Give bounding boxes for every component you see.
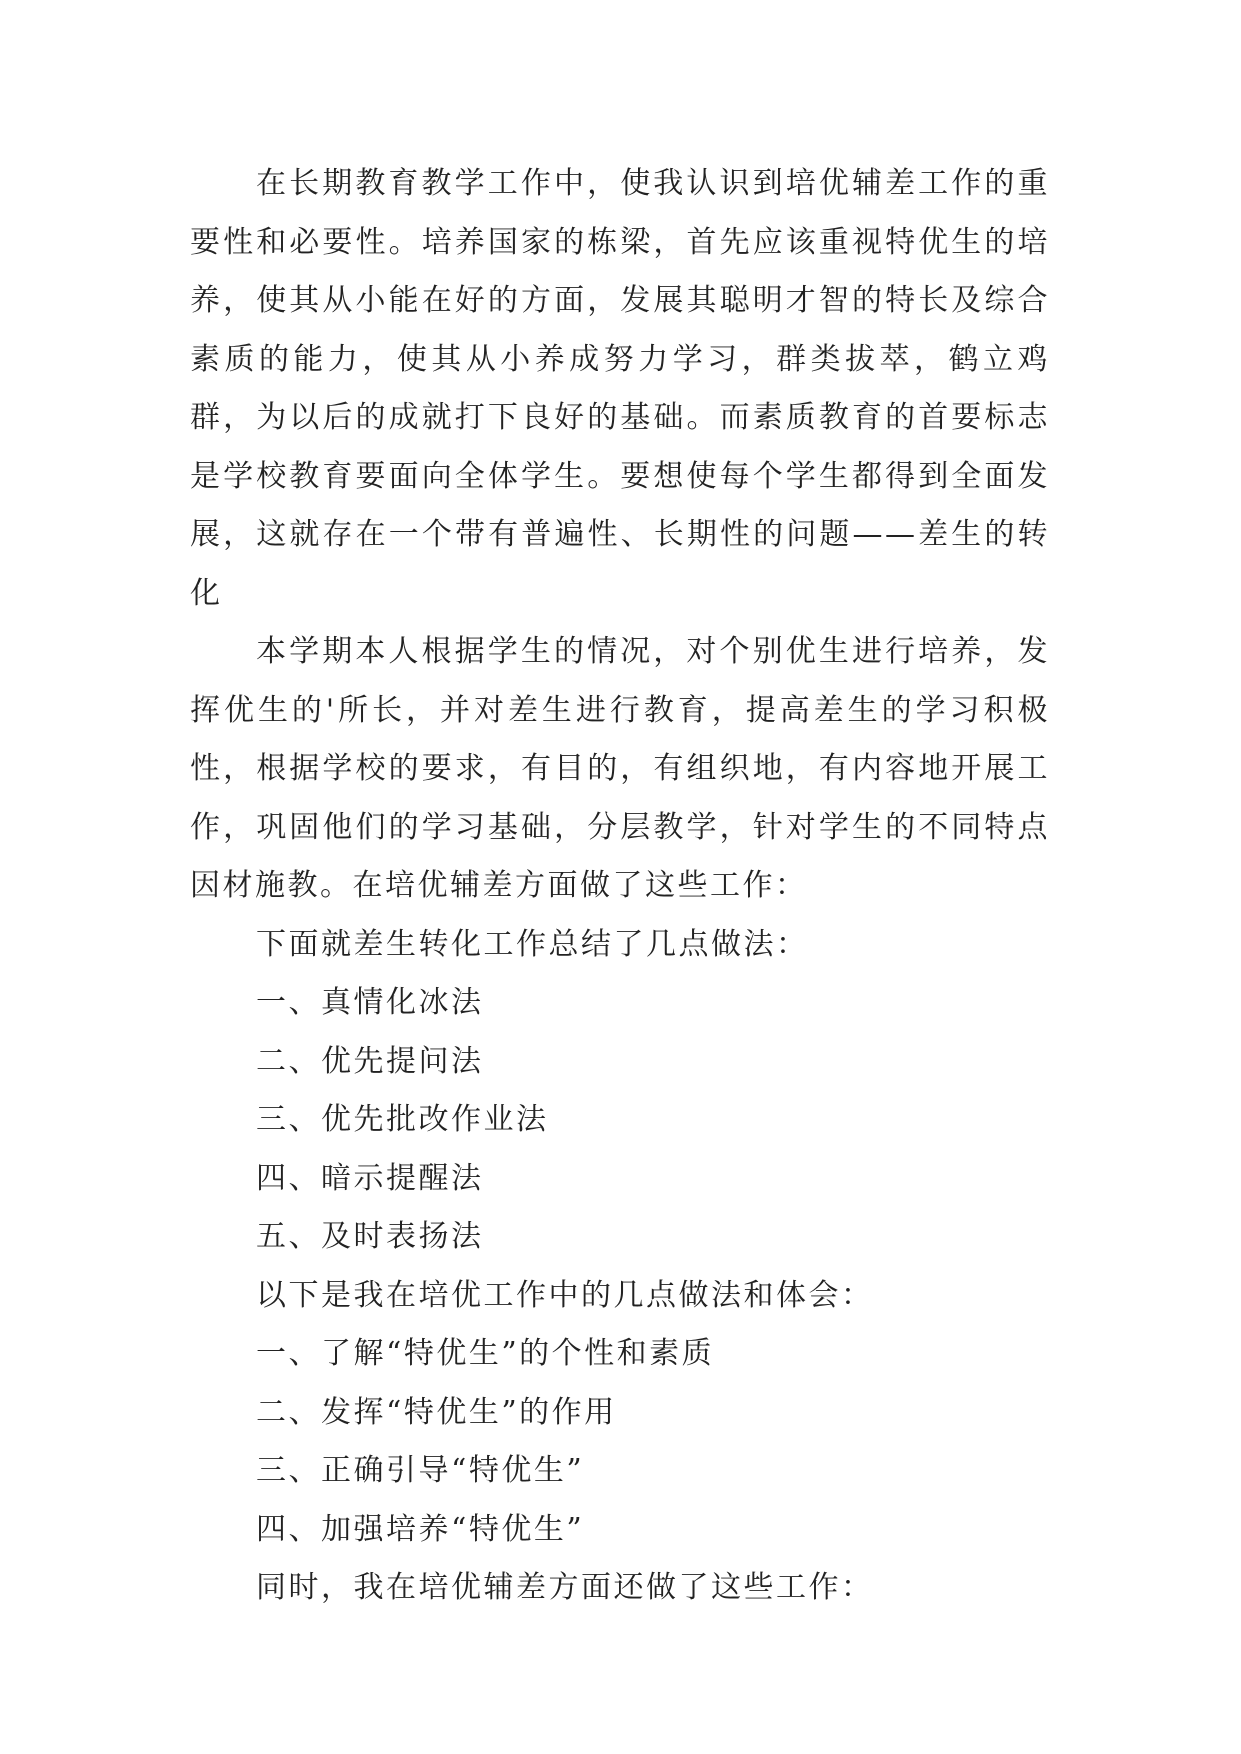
method-item: 一、真情化冰法 [256,985,484,1020]
experience-item: 一、了解“特优生”的个性和素质 [256,1336,715,1371]
experience-intro: 以下是我在培优工作中的几点做法和体会： [256,1277,874,1313]
method-item: 三、优先批改作业法 [256,1102,549,1137]
paragraph-semester: 本学期本人根据学生的情况，对个别优生进行培养，发挥优生的'所长，并对差生进行教育，提高差生的学习积极性，根据学校的要求，有目的，有组织地，有内容地开展工作，巩固他们的学习基础，分层教学，针对学生的不同特点因材施教。在培优辅差方面做了这些工作： [190,634,1050,903]
experience-item: 三、正确引导“特优生” [256,1453,585,1488]
document-body [190,155,1050,1618]
paragraph-intro: 在长期教育教学工作中，使我认识到培优辅差工作的重要性和必要性。培养国家的栋梁，首先应该重视特优生的培养，使其从小能在好的方面，发展其聪明才智的特长及综合素质的能力，使其从小养成努力学习，群类拔萃，鹤立鸡群，为以后的成就打下良好的基础。而素质教育的首要标志是学校教育要面向全体学生。要想使每个学生都得到全面发展，这就存在一个带有普遍性、长期性的问题——差生的转化 [190,166,1050,611]
method-item: 五、及时表扬法 [256,1219,484,1254]
method-item: 二、优先提问法 [256,1043,484,1079]
closing-line: 同时，我在培优辅差方面还做了这些工作： [256,1570,874,1605]
experience-item: 四、加强培养“特优生” [256,1511,585,1547]
method-item: 四、暗示提醒法 [256,1160,484,1196]
methods-intro: 下面就差生转化工作总结了几点做法： [256,926,809,962]
experience-item: 二、发挥“特优生”的作用 [256,1394,617,1430]
